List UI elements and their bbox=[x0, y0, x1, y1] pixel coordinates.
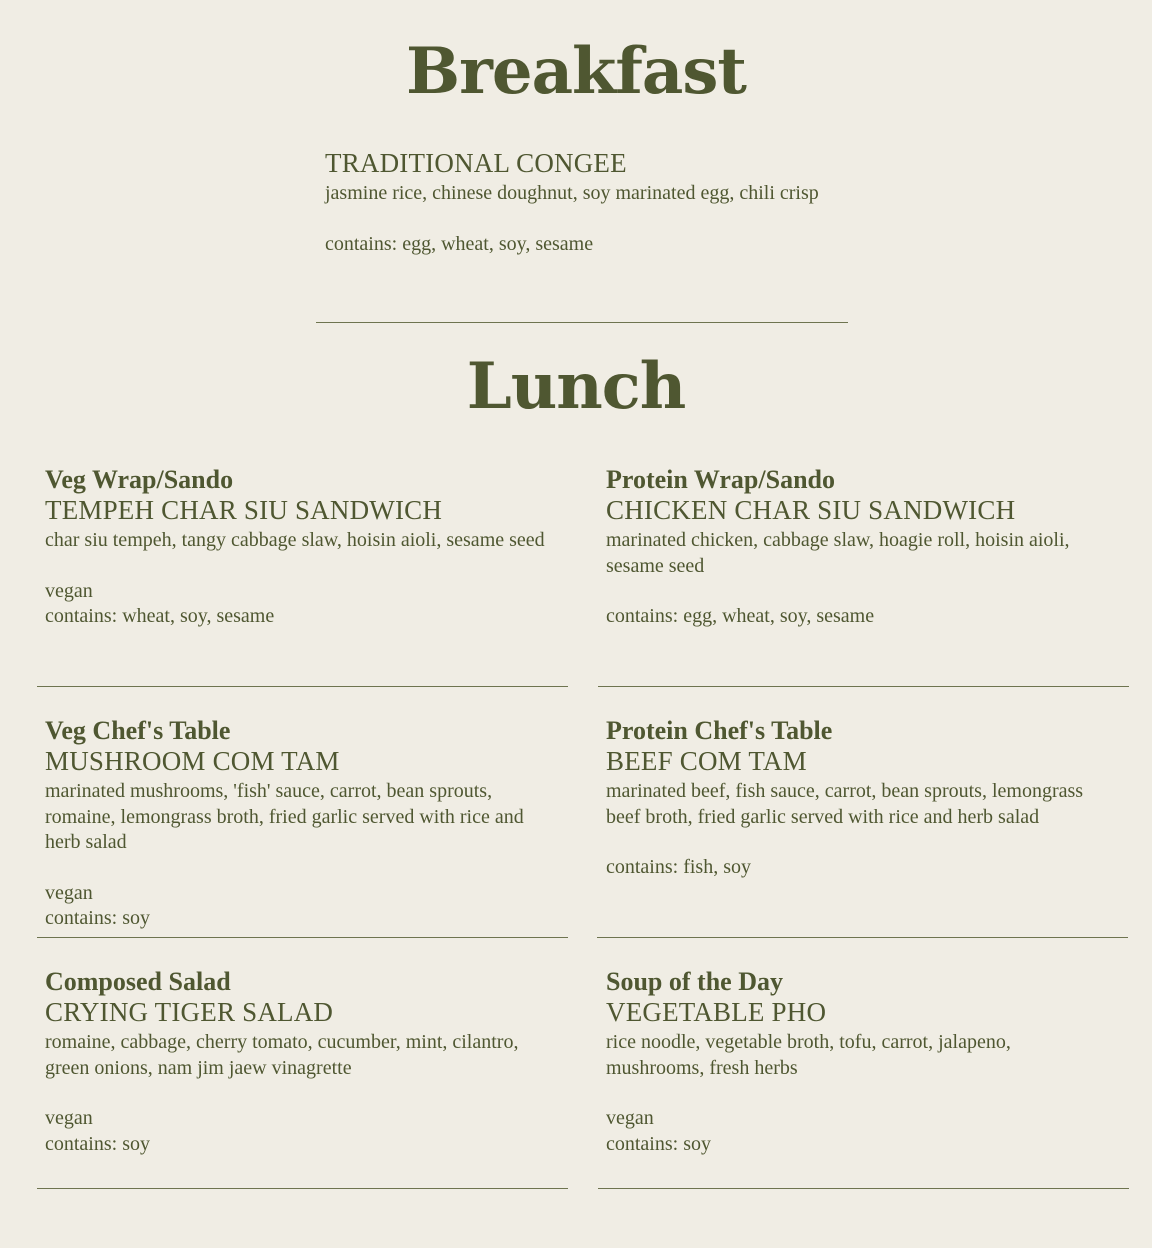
row-divider bbox=[37, 686, 568, 687]
item-category: Protein Wrap/Sando bbox=[606, 465, 835, 494]
item-category: Soup of the Day bbox=[606, 967, 783, 996]
breakfast-heading: Breakfast bbox=[406, 34, 746, 109]
breakfast-divider bbox=[316, 322, 848, 323]
lunch-item-protein-wrap bbox=[606, 465, 1121, 630]
lunch-heading: Lunch bbox=[466, 349, 686, 424]
item-category: Composed Salad bbox=[45, 967, 231, 996]
item-name: TEMPEH CHAR SIU SANDWICH bbox=[45, 495, 443, 525]
item-category: Veg Wrap/Sando bbox=[45, 465, 234, 494]
item-allergens: contains: wheat, soy, sesame bbox=[45, 605, 275, 627]
lunch-item-protein-chefs-table bbox=[606, 716, 1106, 881]
lunch-item-soup-of-the-day bbox=[606, 967, 1086, 1157]
item-allergens: contains: egg, wheat, soy, sesame bbox=[606, 605, 875, 627]
item-name: VEGETABLE PHO bbox=[606, 997, 827, 1027]
item-name: BEEF COM TAM bbox=[606, 746, 807, 776]
item-name: TRADITIONAL CONGEE bbox=[325, 148, 627, 178]
item-allergens: contains: egg, wheat, soy, sesame bbox=[325, 232, 594, 255]
item-description: char siu tempeh, tangy cabbage slaw, hoisin aioli, sesame seed bbox=[45, 529, 545, 551]
item-diet: vegan bbox=[45, 881, 93, 904]
item-allergens: contains: soy bbox=[45, 1132, 150, 1155]
lunch-item-veg-chefs-table bbox=[45, 716, 555, 932]
item-description: rice noodle, vegetable broth, tofu, carrot, jalapeno, mushrooms, fresh herbs bbox=[606, 1031, 1011, 1079]
lunch-item-composed-salad bbox=[45, 967, 525, 1157]
breakfast-item bbox=[325, 148, 825, 257]
row-divider bbox=[598, 686, 1129, 687]
item-allergens: contains: fish, soy bbox=[606, 856, 751, 878]
item-description: marinated beef, fish sauce, carrot, bean sprouts, lemongrass beef broth, fried garlic served with rice and herb salad bbox=[606, 780, 1084, 828]
item-allergens: contains: soy bbox=[45, 907, 150, 929]
item-diet: vegan bbox=[45, 1107, 93, 1129]
item-allergens: contains: soy bbox=[606, 1132, 711, 1155]
item-category: Veg Chef's Table bbox=[45, 716, 231, 745]
item-description: marinated chicken, cabbage slaw, hoagie roll, hoisin aioli, sesame seed bbox=[606, 529, 1070, 577]
item-name: CRYING TIGER SALAD bbox=[45, 997, 334, 1027]
row-divider bbox=[598, 1188, 1129, 1189]
row-divider bbox=[37, 937, 568, 938]
item-diet: vegan bbox=[606, 1107, 654, 1129]
row-divider bbox=[37, 1188, 568, 1189]
item-description: marinated mushrooms, 'fish' sauce, carrot, bean sprouts, romaine, lemongrass broth, fried garlic served with rice and herb salad bbox=[45, 780, 524, 853]
item-name: CHICKEN CHAR SIU SANDWICH bbox=[606, 495, 1016, 525]
lunch-item-veg-wrap bbox=[45, 465, 555, 630]
item-name: MUSHROOM COM TAM bbox=[45, 746, 340, 776]
item-description: romaine, cabbage, cherry tomato, cucumber, mint, cilantro, green onions, nam jim jaew vinagrette bbox=[45, 1031, 519, 1079]
item-description: jasmine rice, chinese doughnut, soy marinated egg, chili crisp bbox=[325, 182, 819, 204]
item-category: Protein Chef's Table bbox=[606, 716, 833, 745]
row-divider bbox=[597, 937, 1128, 938]
item-diet: vegan bbox=[45, 579, 93, 602]
